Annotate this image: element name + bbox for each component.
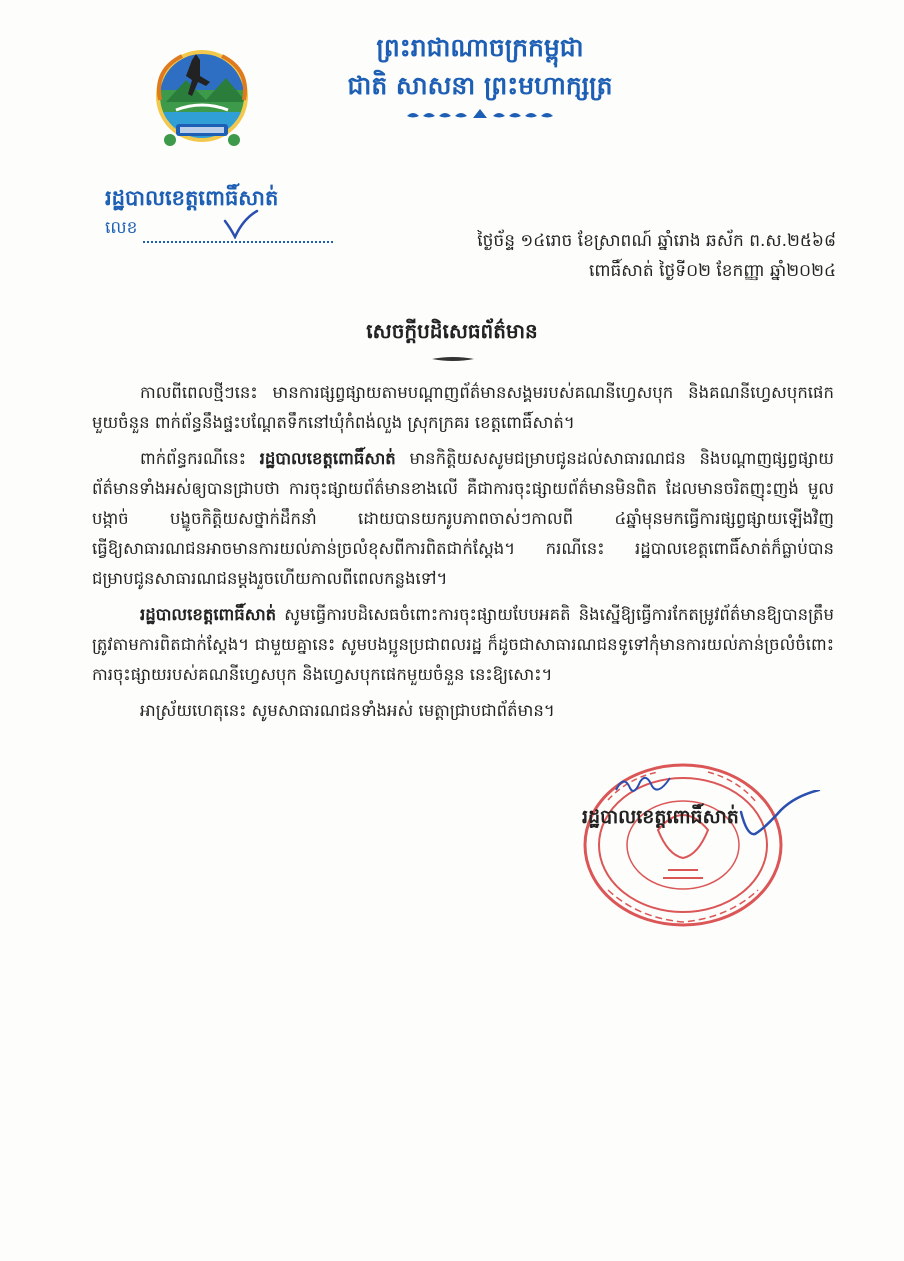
- document-body: [92, 378, 834, 732]
- paragraph-2: ពាក់ព័ន្ធករណីនេះ រដ្ឋបាលខេត្តពោធិ៍សាត់ មានកិត្តិយសសូមជម្រាបជូនដល់សាធារណជន និងបណ្តាញផ្សព្វផ្សាយព័ត៌មានទាំងអស់ឲ្យបានជ្រាបថា ការចុះផ្សាយព័ត៌មានខាងលើ គឺជាការចុះផ្សាយព័ត៌មានមិនពិត ដែលមានចរិតញុះញង់ មួលបង្កាច់ បង្ខូចកិត្តិយសថ្នាក់ដឹកនាំ ដោយបានយករូបភាពចាស់ៗកាលពី ៤ឆ្នាំមុនមកធ្វើការផ្សព្វផ្សាយឡើងវិញ ធ្វើឱ្យសាធារណជនអាចមានការយល់ភាន់ច្រលំខុសពីការពិតជាក់ស្តែង។ ករណីនេះ រដ្ឋបាលខេត្តពោធិ៍សាត់ក៏ធ្លាប់បានជម្រាបជូនសាធារណជនម្តងរួចហើយកាលពីពេលកន្លងទៅ។: [92, 449, 834, 588]
- solar-date: ពោធិ៍សាត់ ថ្ងៃទី០២ ខែកញ្ញា ឆ្នាំ២០២៤: [588, 261, 836, 281]
- kingdom-title: ព្រះរាជាណាចក្រកម្ពុជា: [376, 33, 584, 62]
- handwritten-signature-icon: [735, 790, 825, 840]
- official-seal-icon: [578, 760, 788, 930]
- title-underline-icon: [432, 356, 474, 362]
- lunar-date: ថ្ងៃច័ន្ទ ១៤រោច ខែស្រាពណ៍ ឆ្នាំរោង ឆស័ក ព.ស.២៥៦៨: [477, 231, 836, 251]
- paragraph-3: រដ្ឋបាលខេត្តពោធិ៍សាត់ សូមធ្វើការបដិសេធចំពោះការចុះផ្សាយបែបអគតិ និងស្នើឱ្យធ្វើការកែតម្រូវព័ត៌មានឱ្យបានត្រឹមត្រូវតាមការពិតជាក់ស្តែង។ ជាមួយគ្នានេះ សូមបងប្អូនប្រជាពលរដ្ឋ ក៏ដូចជាសាធារណជនទូទៅកុំមានការយល់ភាន់ច្រលំចំពោះការចុះផ្សាយរបស់គណនីហ្វេសបុក និងហ្វេសបុកផេកមួយចំនួន នេះឱ្យសោះ។: [92, 605, 834, 684]
- ornament-divider-icon: [405, 108, 555, 122]
- provincial-emblem-icon: [146, 40, 258, 152]
- reference-number-label: លេខ: [105, 218, 138, 238]
- issuer-block: [105, 183, 365, 243]
- handwritten-check-icon: [223, 209, 259, 239]
- issuer-mention: រដ្ឋបាលខេត្តពោធិ៍សាត់: [259, 449, 396, 468]
- national-header: [300, 30, 660, 122]
- signatory-title: រដ្ឋបាលខេត្តពោធិ៍សាត់: [582, 806, 739, 828]
- initial-signature-icon: [614, 770, 674, 800]
- paragraph-4: អាស្រ័យហេតុនេះ សូមសាធារណជនទាំងអស់ មេត្តាជ្រាបជាព័ត៌មាន។: [140, 701, 555, 720]
- issuer-mention: រដ្ឋបាលខេត្តពោធិ៍សាត់: [140, 605, 277, 624]
- date-block: [477, 226, 836, 286]
- national-motto: ជាតិ សាសនា ព្រះមហាក្សត្រ: [347, 71, 613, 100]
- document-title: សេចក្តីបដិសេធព័ត៌មាន: [366, 319, 538, 343]
- reference-number-row: [105, 213, 365, 243]
- reference-number-field: [143, 223, 333, 243]
- issuer-name: រដ្ឋបាលខេត្តពោធិ៍សាត់: [105, 185, 279, 210]
- paragraph-1: កាលពីពេលថ្មីៗនេះ មានការផ្សព្វផ្សាយតាមបណ្តាញព័ត៌មានសង្គមរបស់គណនីហ្វេសបុក និងគណនីហ្វេសបុកផេកមួយចំនួន ពាក់ព័ន្ធនឹងផ្ទះបណ្តែតទឹកនៅឃុំកំពង់លួង ស្រុកក្រគរ ខេត្តពោធិ៍សាត់។: [92, 383, 834, 432]
